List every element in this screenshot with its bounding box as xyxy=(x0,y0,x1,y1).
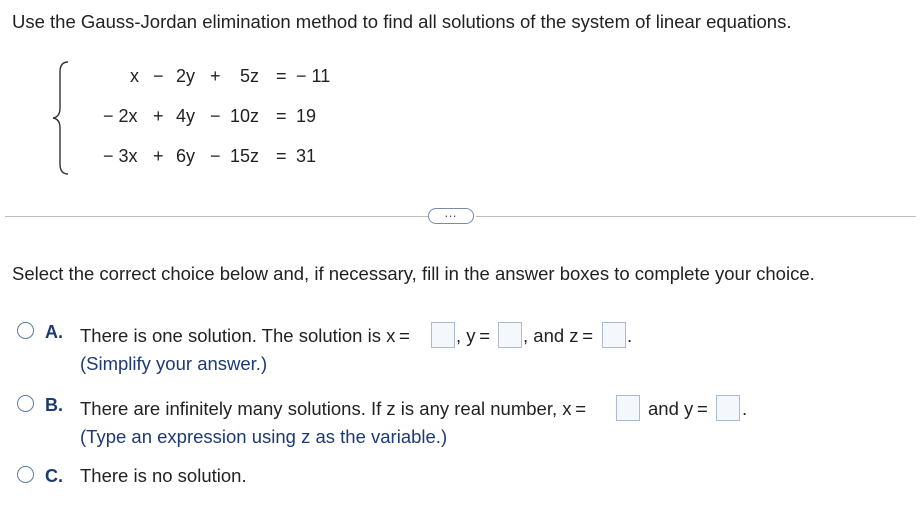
ellipsis-icon: … xyxy=(444,205,458,220)
answer-box-y[interactable] xyxy=(498,322,522,348)
eq-rhs: − 11 xyxy=(296,66,331,86)
eq-op: − xyxy=(153,66,164,86)
eq-rhs: 19 xyxy=(296,106,317,126)
eq-op: + xyxy=(153,146,164,166)
choice-a-hint: (Simplify your answer.) xyxy=(80,353,268,374)
choice-c-letter: C. xyxy=(45,466,63,486)
eq-term-y: 2y xyxy=(176,66,196,86)
eq-equals: = xyxy=(276,146,287,166)
answer-box-y-expr[interactable] xyxy=(716,395,740,421)
eq-term-y: 6y xyxy=(176,146,196,166)
choice-c-radio[interactable] xyxy=(17,466,34,483)
eq-term-z: 5z xyxy=(240,66,260,86)
choice-b-sep-y: and y = xyxy=(648,398,708,419)
eq-rhs: 31 xyxy=(296,146,317,166)
section-divider xyxy=(476,216,916,217)
eq-equals: = xyxy=(276,66,287,86)
equation-row xyxy=(0,146,317,335)
answer-box-x[interactable] xyxy=(431,322,455,348)
eq-term-z: 15z xyxy=(230,146,260,166)
eq-term-z: 10z xyxy=(230,106,260,126)
choice-b-radio[interactable] xyxy=(17,395,34,412)
choice-b-letter: B. xyxy=(45,395,63,415)
section-divider xyxy=(5,216,428,217)
eq-op: − xyxy=(210,106,221,126)
eq-op: − xyxy=(210,146,221,166)
choice-b-end: . xyxy=(742,398,748,419)
choice-a-letter: A. xyxy=(45,322,63,342)
show-more-button[interactable] xyxy=(428,205,474,224)
eq-term-x: − 2x xyxy=(103,106,138,126)
choice-a-text: There is one solution. The solution is x = xyxy=(80,325,410,346)
eq-equals: = xyxy=(276,106,287,126)
choice-b-text: There are infinitely many solutions. If z is any real number, x = xyxy=(80,398,587,419)
eq-op: + xyxy=(210,66,221,86)
choice-b-hint: (Type an expression using z as the variable.) xyxy=(80,426,448,447)
eq-term-x: − 3x xyxy=(103,146,138,166)
answer-box-x-expr[interactable] xyxy=(616,395,640,421)
answer-box-z[interactable] xyxy=(602,322,626,348)
choice-a-sep-y: , y = xyxy=(456,325,491,346)
choice-a-end: . xyxy=(627,325,633,346)
choice-c-text: There is no solution. xyxy=(80,465,247,486)
left-brace xyxy=(52,60,72,176)
eq-op: + xyxy=(153,106,164,126)
question-instruction: Use the Gauss-Jordan elimination method to find all solutions of the system of linear equations. xyxy=(12,11,792,32)
eq-term-x: x xyxy=(130,66,139,86)
choice-a-sep-z: , and z = xyxy=(523,325,594,346)
eq-term-y: 4y xyxy=(176,106,196,126)
choice-prompt: Select the correct choice below and, if necessary, fill in the answer boxes to complete your choice. xyxy=(12,263,815,284)
choice-a-radio[interactable] xyxy=(17,322,34,339)
